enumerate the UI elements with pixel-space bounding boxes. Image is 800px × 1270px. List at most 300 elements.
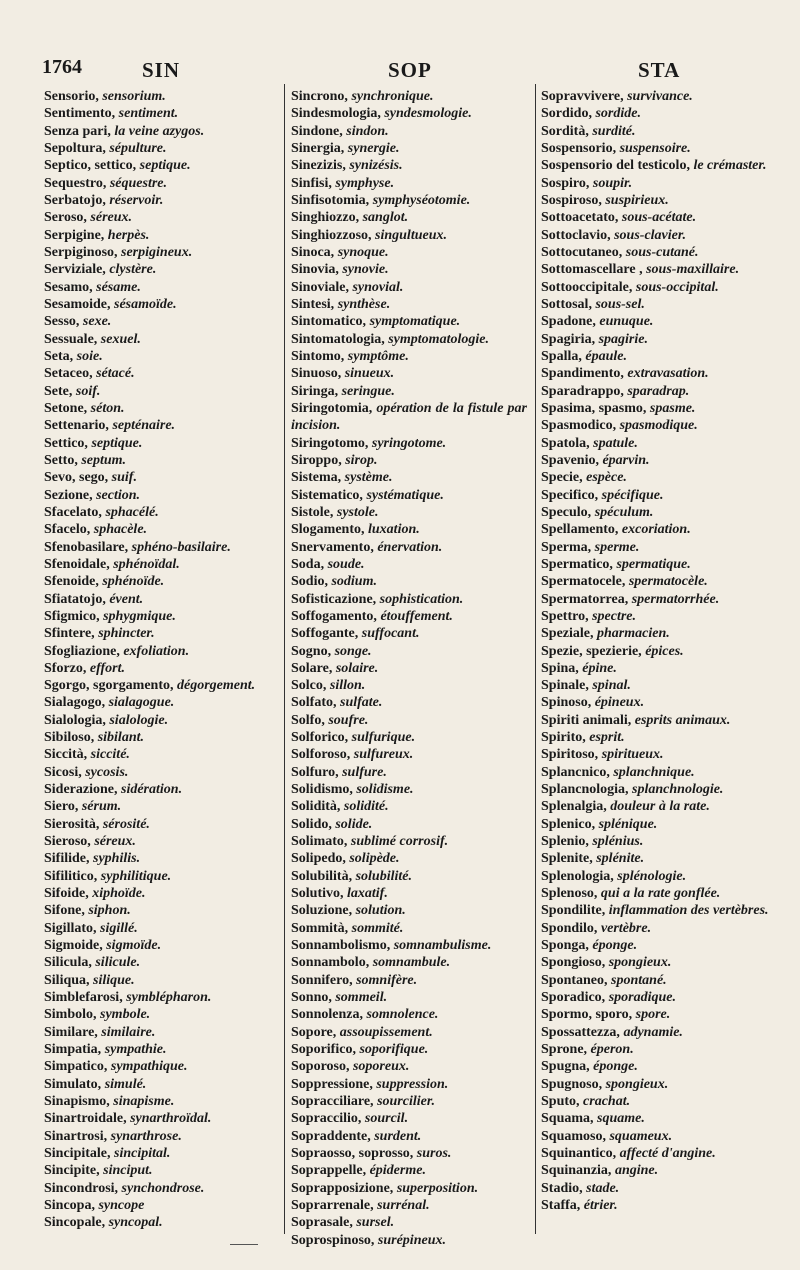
french-translation: sialagogue. (108, 695, 175, 711)
italian-term: Solido, (291, 816, 332, 832)
french-translation: exfoliation. (123, 643, 190, 659)
italian-term: Sincrono, (291, 89, 348, 104)
french-translation: extravasation. (627, 366, 709, 382)
italian-term: Siringotomia, (291, 400, 373, 416)
french-translation: symptomatique. (369, 314, 461, 330)
italian-term: Spugnoso, (541, 1076, 603, 1092)
dictionary-entry (541, 937, 791, 954)
dictionary-entry (291, 140, 527, 157)
italian-term: Serpiginoso, (44, 244, 118, 260)
french-translation: sublimé corrosif. (350, 834, 449, 850)
french-translation: épine. (582, 660, 617, 676)
italian-term: Settico, (44, 435, 88, 451)
italian-term: Sigmoide, (44, 938, 103, 954)
dictionary-entry (44, 954, 280, 971)
dictionary-entry (541, 400, 791, 417)
italian-term: Siringotomo, (291, 435, 369, 451)
french-translation: spermatorrhée. (631, 591, 720, 607)
italian-term: Serviziale, (44, 262, 106, 278)
french-translation: sétacé. (96, 366, 135, 382)
dictionary-entry (44, 1162, 280, 1179)
dictionary-entry (291, 816, 527, 833)
italian-term: Solfato, (291, 695, 337, 711)
italian-term: Spiritoso, (541, 747, 599, 763)
italian-term: Soporifico, (291, 1042, 356, 1058)
french-translation: sulfate. (340, 695, 383, 711)
french-translation: solidisme. (356, 782, 414, 798)
italian-term: Spirito, (541, 730, 586, 746)
dictionary-entry (541, 1197, 791, 1214)
italian-term: Siringa, (291, 383, 339, 399)
italian-term: Sigillato, (44, 920, 97, 936)
dictionary-entry (291, 781, 527, 798)
italian-term: Sintomatico, (291, 314, 367, 330)
dictionary-entry (541, 694, 791, 711)
column-divider (284, 84, 285, 1234)
dictionary-entry (291, 313, 527, 330)
french-translation: somnifère. (356, 972, 418, 988)
italian-term: Solipedo, (291, 851, 346, 867)
dictionary-entry (291, 400, 527, 435)
french-translation: siccité. (90, 747, 130, 763)
french-translation: stade. (586, 1180, 620, 1196)
french-translation: sensorium. (102, 89, 166, 104)
dictionary-entry (541, 435, 791, 452)
italian-term: Spermatico, (541, 556, 613, 572)
italian-term: Solco, (291, 678, 327, 694)
entry-column-3 (541, 88, 791, 1214)
italian-term: Singhiozzo, (291, 210, 360, 226)
italian-term: Sospiro, (541, 175, 590, 191)
italian-term: Sottoacetato, (541, 210, 619, 226)
dictionary-entry (44, 365, 280, 382)
italian-term: Sincopa, (44, 1198, 95, 1213)
french-translation: soporeux. (352, 1059, 410, 1075)
french-translation: spore. (635, 1007, 671, 1023)
italian-term: Sinartrosi, (44, 1128, 108, 1144)
dictionary-entry (291, 227, 527, 244)
dictionary-entry (44, 608, 280, 625)
italian-term: Spondilo, (541, 920, 598, 936)
italian-term: Soporoso, (291, 1059, 350, 1075)
italian-term: Siroppo, (291, 452, 342, 468)
italian-term: Singhiozzoso, (291, 227, 372, 243)
french-translation: splénique. (598, 816, 658, 832)
dictionary-entry (44, 1041, 280, 1058)
italian-term: Solfo, (291, 712, 325, 728)
french-translation: spermatocèle. (628, 574, 708, 590)
italian-term: Sifoide, (44, 886, 89, 902)
french-translation: spermatique. (616, 556, 691, 572)
italian-term: Soprasale, (291, 1215, 353, 1231)
french-translation: sillon. (329, 678, 366, 694)
french-translation: spiritueux. (601, 747, 664, 763)
french-translation: esprit. (589, 730, 625, 746)
french-translation: suros. (416, 1146, 452, 1162)
french-translation: épineux. (594, 695, 645, 711)
french-translation: herpès. (107, 227, 150, 243)
french-translation: sourcil. (364, 1111, 409, 1127)
dictionary-entry (541, 88, 791, 105)
dictionary-entry (291, 660, 527, 677)
italian-term: Stadio, (541, 1180, 583, 1196)
french-translation: sphénoïde. (102, 574, 165, 590)
dictionary-entry (291, 539, 527, 556)
french-translation: splanchnologie. (632, 782, 724, 798)
french-translation: soie. (76, 348, 103, 364)
dictionary-entry (291, 712, 527, 729)
french-translation: adynamie. (623, 1024, 683, 1040)
dictionary-entry (44, 331, 280, 348)
italian-term: Seroso, (44, 210, 87, 226)
dictionary-entry (291, 1024, 527, 1041)
italian-term: Senza pari, (44, 123, 111, 139)
dictionary-entry (44, 591, 280, 608)
french-translation: soufre. (328, 712, 369, 728)
french-translation: symbole. (100, 1007, 151, 1023)
dictionary-entry (541, 902, 791, 919)
french-translation: spinal. (592, 678, 631, 694)
dictionary-entry (44, 1128, 280, 1145)
french-translation: surdité. (592, 123, 636, 139)
french-translation: sincipital. (114, 1146, 171, 1162)
dictionary-entry (44, 1076, 280, 1093)
italian-term: Similare, (44, 1024, 98, 1040)
italian-term: Solimato, (291, 834, 348, 850)
dictionary-entry (291, 885, 527, 902)
dictionary-entry (291, 643, 527, 660)
dictionary-entry (541, 157, 791, 174)
dictionary-entry (541, 469, 791, 486)
dictionary-entry (291, 902, 527, 919)
dictionary-entry (291, 764, 527, 781)
footer-rule (230, 1244, 258, 1245)
italian-term: Serpigine, (44, 227, 105, 243)
dictionary-entry (44, 504, 280, 521)
dictionary-entry (44, 383, 280, 400)
italian-term: Sintomatologia, (291, 331, 385, 347)
dictionary-entry (541, 608, 791, 625)
french-translation: excoriation. (621, 522, 691, 538)
dictionary-entry (291, 365, 527, 382)
dictionary-entry (541, 1024, 791, 1041)
french-translation: sulfurique. (351, 730, 416, 746)
italian-term: Specie, (541, 470, 583, 486)
dictionary-entry (44, 400, 280, 417)
french-translation: séquestre. (109, 175, 168, 191)
dictionary-entry (541, 764, 791, 781)
italian-term: Simbolo, (44, 1007, 97, 1023)
dictionary-entry (541, 816, 791, 833)
dictionary-entry (291, 868, 527, 885)
page-number: 1764 (42, 56, 82, 78)
dictionary-entry (44, 729, 280, 746)
french-translation: sommité. (351, 920, 404, 936)
dictionary-entry (541, 1006, 791, 1023)
french-translation: solide. (335, 816, 373, 832)
dictionary-entry (44, 798, 280, 815)
italian-term: Speculo, (541, 504, 592, 520)
italian-term: Sequestro, (44, 175, 107, 191)
italian-term: Sesamoide, (44, 296, 111, 312)
italian-term: Sopravvivere, (541, 89, 624, 104)
french-translation: sursel. (356, 1215, 395, 1231)
italian-term: Spondilite, (541, 903, 606, 919)
french-translation: sous-clavier. (614, 227, 687, 243)
french-translation: séton. (90, 400, 125, 416)
dictionary-entry (44, 1180, 280, 1197)
italian-term: Siero, (44, 799, 79, 815)
dictionary-entry (44, 694, 280, 711)
french-translation: synovie. (342, 262, 389, 278)
italian-term: Sifilitico, (44, 868, 98, 884)
dictionary-entry (44, 227, 280, 244)
italian-term: Sodio, (291, 574, 328, 590)
italian-term: Soda, (291, 556, 325, 572)
dictionary-entry (291, 729, 527, 746)
french-translation: le crémaster. (693, 158, 767, 174)
french-translation: spontané. (611, 972, 667, 988)
dictionary-entry (44, 244, 280, 261)
french-translation: sycosis. (85, 764, 129, 780)
dictionary-entry (291, 1162, 527, 1179)
italian-term: Sensorio, (44, 89, 99, 104)
dictionary-entry (541, 885, 791, 902)
column-head-3: STA (638, 58, 681, 82)
dictionary-entry (44, 643, 280, 660)
italian-term: Sonno, (291, 990, 332, 1006)
italian-term: Spongioso, (541, 955, 606, 971)
dictionary-entry (291, 1128, 527, 1145)
french-translation: sordide. (595, 106, 641, 122)
french-translation: éperon. (590, 1042, 634, 1058)
dictionary-entry (541, 798, 791, 815)
french-translation: sinciput. (103, 1163, 153, 1179)
italian-term: Sopraccilio, (291, 1111, 362, 1127)
italian-term: Sinovia, (291, 262, 339, 278)
italian-term: Sialagogo, (44, 695, 106, 711)
dictionary-entry (44, 833, 280, 850)
french-translation: sphacélé. (105, 504, 159, 520)
column-head-2: SOP (388, 58, 432, 82)
dictionary-entry (291, 798, 527, 815)
dictionary-entry (44, 625, 280, 642)
italian-term: Sottomascellare , (541, 262, 643, 278)
french-translation: sodium. (331, 574, 377, 590)
italian-term: Snervamento, (291, 539, 374, 555)
italian-term: Spina, (541, 660, 579, 676)
dictionary-entry (541, 1041, 791, 1058)
french-translation: solidité. (343, 799, 389, 815)
french-translation: vertèbre. (600, 920, 652, 936)
italian-term: Solidità, (291, 799, 341, 815)
italian-term: Sete, (44, 383, 73, 399)
dictionary-entry (541, 1093, 791, 1110)
italian-term: Sfacelato, (44, 504, 102, 520)
italian-term: Sottooccipitale, (541, 279, 633, 295)
dictionary-entry (541, 625, 791, 642)
french-translation: sphincter. (98, 626, 155, 642)
french-translation: synergie. (347, 140, 400, 156)
italian-term: Simpatia, (44, 1042, 102, 1058)
italian-term: Solidismo, (291, 782, 353, 798)
french-translation: réservoir. (109, 192, 164, 208)
dictionary-entry (291, 746, 527, 763)
italian-term: Sifilide, (44, 851, 90, 867)
french-translation: esprits animaux. (634, 712, 731, 728)
french-translation: spécifique. (601, 487, 664, 503)
italian-term: Solforico, (291, 730, 349, 746)
italian-term: Splenio, (541, 834, 589, 850)
dictionary-entry (541, 989, 791, 1006)
dictionary-entry (541, 868, 791, 885)
dictionary-entry (291, 1232, 527, 1249)
italian-term: Sfenoidale, (44, 556, 110, 572)
french-translation: splénologie. (617, 868, 687, 884)
dictionary-entry (44, 937, 280, 954)
french-translation: septique. (139, 158, 191, 174)
dictionary-entry (291, 625, 527, 642)
french-translation: xiphoïde. (92, 886, 146, 902)
dictionary-entry (291, 331, 527, 348)
dictionary-entry (44, 885, 280, 902)
italian-term: Spasima, spasmo, (541, 400, 647, 416)
italian-term: Sonnambolismo, (291, 938, 391, 954)
italian-term: Sindone, (291, 123, 343, 139)
dictionary-entry (44, 157, 280, 174)
dictionary-entry (291, 833, 527, 850)
italian-term: Sinapismo, (44, 1094, 110, 1110)
italian-term: Setto, (44, 452, 78, 468)
dictionary-entry (44, 1093, 280, 1110)
dictionary-entry (291, 487, 527, 504)
french-translation: splénius. (592, 834, 644, 850)
italian-term: Sonnolenza, (291, 1007, 363, 1023)
french-translation: éponge. (593, 1059, 638, 1075)
italian-term: Setone, (44, 400, 88, 416)
french-translation: angine. (614, 1163, 659, 1179)
dictionary-entry (541, 123, 791, 140)
column-divider (535, 84, 536, 1234)
italian-term: Sfogliazione, (44, 643, 120, 659)
french-translation: sinapisme. (113, 1094, 175, 1110)
italian-term: Solforoso, (291, 747, 351, 763)
dictionary-entry (291, 1058, 527, 1075)
italian-term: Sistematico, (291, 487, 363, 503)
french-translation: séreux. (90, 210, 133, 226)
italian-term: Sfenoide, (44, 574, 99, 590)
french-translation: squameux. (609, 1128, 673, 1144)
dictionary-entry (541, 729, 791, 746)
italian-term: Solutivo, (291, 886, 344, 902)
french-translation: spongieux. (605, 1076, 669, 1092)
french-translation: sérum. (81, 799, 122, 815)
dictionary-entry (541, 1076, 791, 1093)
dictionary-entry (44, 781, 280, 798)
french-translation: soupir. (592, 175, 633, 191)
french-translation: eunuque. (599, 314, 654, 330)
dictionary-entry (44, 296, 280, 313)
dictionary-entry (44, 469, 280, 486)
italian-term: Squinanzia, (541, 1163, 612, 1179)
italian-term: Soprapposizione, (291, 1180, 394, 1196)
french-translation: spéculum. (594, 504, 654, 520)
dictionary-entry (44, 972, 280, 989)
french-translation: sigmoïde. (106, 938, 162, 954)
dictionary-entry (541, 348, 791, 365)
italian-term: Sommità, (291, 920, 349, 936)
french-translation: sanglot. (362, 210, 409, 226)
italian-term: Squama, (541, 1111, 594, 1127)
french-translation: surdent. (374, 1128, 422, 1144)
french-translation: éparvin. (602, 452, 650, 468)
italian-term: Sfenobasilare, (44, 539, 129, 555)
italian-term: Squinantico, (541, 1146, 617, 1162)
italian-term: Splancnico, (541, 764, 610, 780)
dictionary-entry (541, 539, 791, 556)
french-translation: sous-sel. (595, 296, 645, 312)
french-translation: solubilité. (355, 868, 412, 884)
french-translation: sigillé. (100, 920, 138, 936)
italian-term: Sopraddente, (291, 1128, 371, 1144)
italian-term: Sordità, (541, 123, 589, 139)
dictionary-entry (44, 417, 280, 434)
dictionary-entry (44, 920, 280, 937)
italian-term: Seta, (44, 348, 74, 364)
french-translation: sophistication. (379, 591, 464, 607)
french-translation: espèce. (586, 470, 627, 486)
french-translation: évent. (109, 591, 144, 607)
italian-term: Sogno, (291, 643, 332, 659)
dictionary-entry (44, 123, 280, 140)
dictionary-entry (44, 1214, 280, 1231)
french-translation: effort. (89, 660, 126, 676)
dictionary-entry (291, 209, 527, 226)
french-translation: sourcilier. (377, 1094, 436, 1110)
italian-term: Solubilità, (291, 868, 353, 884)
italian-term: Sparadrappo, (541, 383, 624, 399)
italian-term: Sinergia, (291, 140, 345, 156)
italian-term: Spellamento, (541, 522, 619, 538)
dictionary-entry (44, 1024, 280, 1041)
french-translation: silique. (93, 972, 135, 988)
italian-term: Sezione, (44, 487, 93, 503)
french-translation: épaule. (585, 348, 627, 364)
dictionary-entry (44, 746, 280, 763)
dictionary-entry (44, 677, 280, 694)
dictionary-entry (541, 1058, 791, 1075)
dictionary-entry (44, 175, 280, 192)
italian-term: Sinoviale, (291, 279, 349, 295)
italian-term: Simblefarosi, (44, 990, 123, 1006)
french-translation: syncope (98, 1198, 145, 1213)
french-translation: syndesmologie. (384, 106, 472, 122)
french-translation: sésame. (96, 279, 141, 295)
french-translation: symptomatologie. (388, 331, 489, 347)
french-translation: opération de la fistule par incision. (291, 400, 527, 434)
dictionary-entry (44, 279, 280, 296)
french-translation: septum. (81, 452, 127, 468)
french-translation: affecté d'angine. (619, 1146, 716, 1162)
dictionary-entry (291, 954, 527, 971)
dictionary-entry (541, 383, 791, 400)
french-translation: crachat. (583, 1094, 631, 1110)
french-translation: syphilis. (93, 851, 141, 867)
dictionary-entry (291, 937, 527, 954)
french-translation: énervation. (377, 539, 443, 555)
italian-term: Serbatojo, (44, 192, 106, 208)
french-translation: solution. (355, 903, 406, 919)
